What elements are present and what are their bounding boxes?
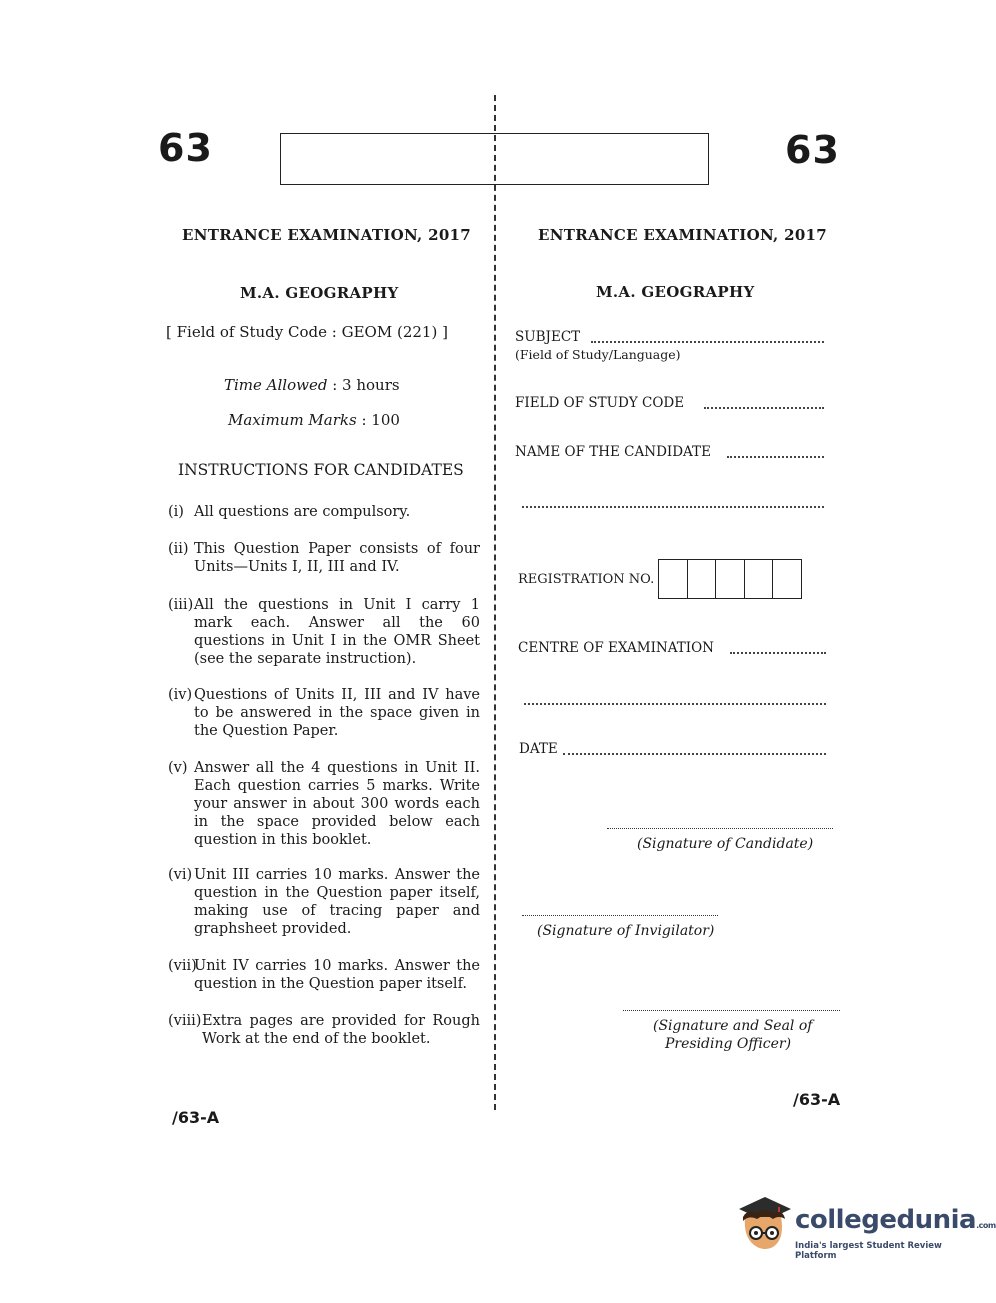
instruction-number: (v) [168, 760, 188, 776]
centre-field-line2[interactable] [524, 703, 826, 705]
instruction-text: All the questions in Unit I carry 1 mark each. Answer all the 60 questions in Unit I in the OMR Sheet (see the separate instruction). [194, 597, 480, 667]
left-subject-title: M.A. GEOGRAPHY [240, 284, 399, 302]
brand-tagline: India's largest Student Review Platform [795, 1241, 942, 1261]
instructions-title: INSTRUCTIONS FOR CANDIDATES [178, 461, 464, 479]
brand-suffix: .com [976, 1221, 996, 1230]
field-code-label: FIELD OF STUDY CODE [515, 395, 685, 411]
student-mascot-icon [735, 1195, 793, 1255]
instruction-item [168, 503, 480, 521]
left-exam-title: ENTRANCE EXAMINATION, 2017 [182, 226, 472, 244]
candidate-name-label: NAME OF THE CANDIDATE [515, 444, 711, 460]
time-allowed [224, 376, 400, 394]
time-allowed-label: Time Allowed [224, 376, 328, 394]
instruction-item [168, 686, 480, 740]
invigilator-signature-line[interactable] [522, 915, 718, 916]
officer-signature-caption-line1: (Signature and Seal of [653, 1018, 813, 1034]
field-code-field[interactable] [704, 407, 824, 409]
date-label: DATE [519, 741, 558, 757]
date-field[interactable] [563, 753, 826, 755]
registration-digit-box[interactable] [688, 560, 717, 598]
instruction-item [168, 596, 480, 668]
right-footer-code: /63-A [793, 1090, 841, 1109]
maximum-marks-value: : 100 [361, 411, 400, 429]
paper-code-left: 63 [158, 126, 213, 170]
instruction-number: (vi) [168, 867, 193, 883]
maximum-marks-label: Maximum Marks [228, 411, 357, 429]
subject-field[interactable] [591, 341, 824, 343]
registration-digit-box[interactable] [745, 560, 774, 598]
registration-number-boxes[interactable] [658, 559, 802, 599]
brand-name-text: collegedunia [795, 1205, 977, 1235]
instruction-text: This Question Paper consists of four Units—Units I, II, III and IV. [194, 541, 480, 575]
candidate-name-field-line2[interactable] [522, 506, 824, 508]
instruction-item [168, 1012, 480, 1048]
candidate-name-field[interactable] [727, 456, 824, 458]
instruction-item [168, 540, 480, 576]
instruction-text: Unit III carries 10 marks. Answer the question in the Question paper itself, making use of tracing paper and graphsheet provided. [194, 867, 480, 937]
maximum-marks [228, 411, 400, 429]
collegedunia-watermark [735, 1195, 996, 1265]
officer-signature-caption-line2: Presiding Officer) [665, 1036, 792, 1052]
candidate-signature-line[interactable] [607, 828, 833, 829]
instruction-text: Unit IV carries 10 marks. Answer the question in the Question paper itself. [194, 958, 480, 992]
time-allowed-value: : 3 hours [332, 376, 400, 394]
instruction-text: Questions of Units II, III and IV have to be answered in the space given in the Question Paper. [194, 687, 480, 739]
right-subject-title: M.A. GEOGRAPHY [596, 283, 755, 301]
paper-code-right: 63 [785, 128, 840, 172]
registration-digit-box[interactable] [659, 560, 688, 598]
instruction-text: Answer all the 4 questions in Unit II. Each question carries 5 marks. Write your answer in about 300 words each in the space provided below each question in this booklet. [194, 760, 480, 848]
registration-digit-box[interactable] [773, 560, 801, 598]
instruction-number: (vii) [168, 958, 197, 974]
centre-label: CENTRE OF EXAMINATION [518, 640, 714, 656]
field-of-study-code: [ Field of Study Code : GEOM (221) ] [166, 323, 448, 341]
instruction-item [168, 759, 480, 849]
brand-name [795, 1205, 996, 1235]
right-exam-title: ENTRANCE EXAMINATION, 2017 [538, 226, 828, 244]
centre-field[interactable] [730, 652, 826, 654]
instruction-item [168, 866, 480, 938]
instruction-number: (iii) [168, 597, 194, 613]
subject-sublabel: (Field of Study/Language) [515, 347, 681, 362]
candidate-signature-caption: (Signature of Candidate) [637, 836, 814, 852]
registration-digit-box[interactable] [716, 560, 745, 598]
instruction-text: Extra pages are provided for Rough Work at the end of the booklet. [202, 1013, 480, 1047]
instruction-number: (iv) [168, 687, 193, 703]
registration-label: REGISTRATION NO. [518, 572, 655, 587]
instruction-number: (ii) [168, 541, 189, 557]
subject-label: SUBJECT [515, 329, 581, 345]
instruction-number: (i) [168, 504, 184, 520]
left-footer-code: /63-A [172, 1108, 220, 1127]
officer-signature-line[interactable] [623, 1010, 840, 1011]
instruction-text: All questions are compulsory. [194, 504, 411, 520]
tear-line-divider [494, 95, 496, 1110]
invigilator-signature-caption: (Signature of Invigilator) [537, 923, 715, 939]
instruction-item [168, 957, 480, 993]
instruction-number: (viii) [168, 1013, 202, 1029]
